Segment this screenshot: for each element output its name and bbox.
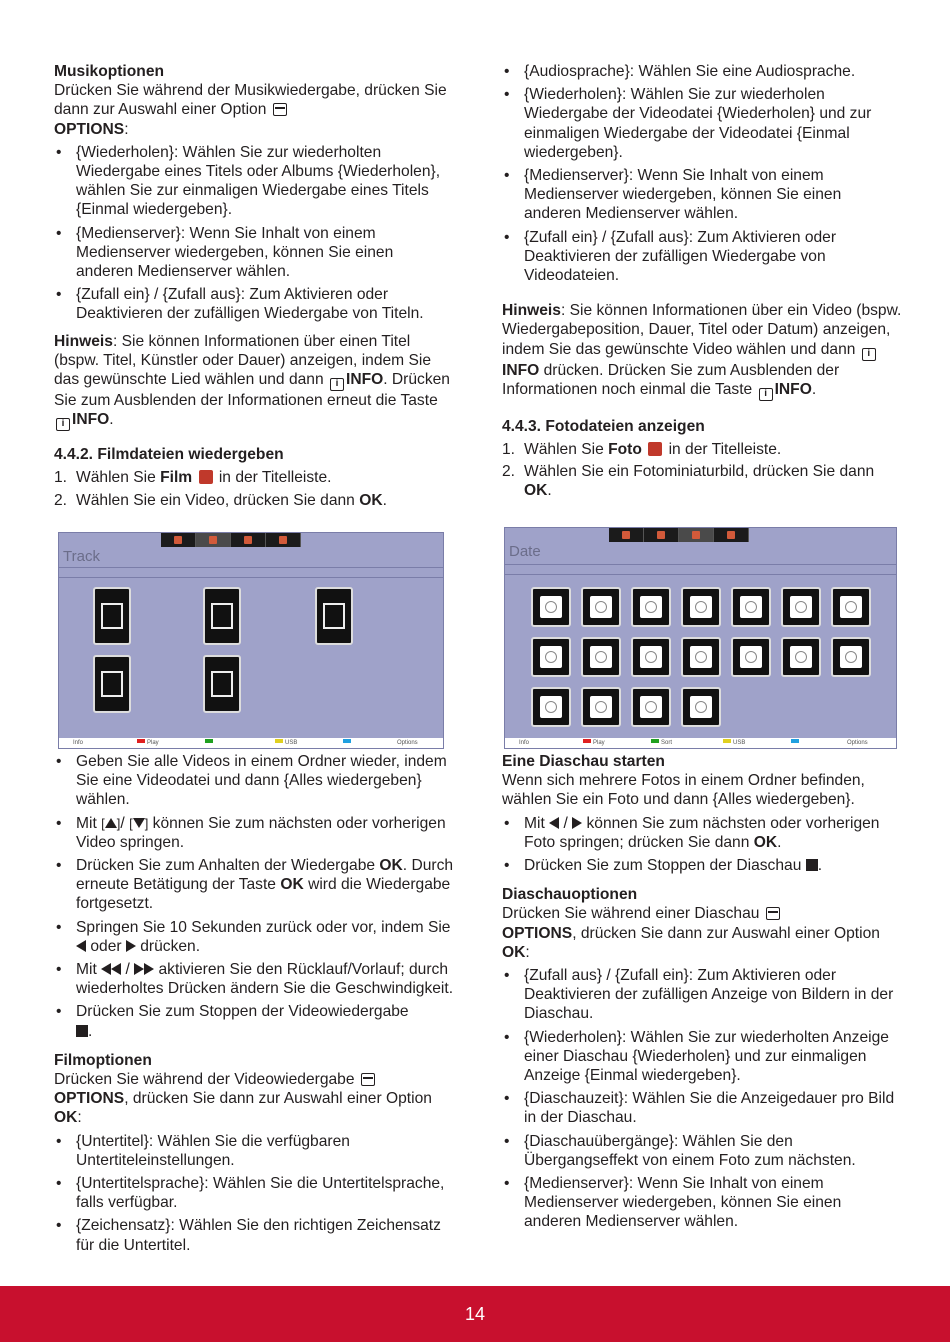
list-item: • Mit [ ]/ [ ] können Sie zum nächsten oder vorherigen Video springen. — [54, 814, 454, 852]
list-item: • Geben Sie alle Videos in einem Ordner wieder, indem Sie eine Videodatei und dann {Alles wiedergeben} wählen. — [54, 752, 454, 810]
slideshow-options-intro: Drücken Sie während einer Diaschau OPTIONS, drücken Sie dann zur Auswahl einer Option OK: — [502, 905, 880, 961]
list-item: 2. Wählen Sie ein Video, drücken Sie dann OK. — [54, 491, 387, 509]
photo-thumbnail — [831, 637, 871, 677]
tab-film — [644, 528, 679, 542]
photo-app-icon — [648, 442, 662, 456]
left-arrow-icon — [76, 940, 86, 952]
video-thumbnail — [315, 587, 353, 645]
film-options-list-continued — [502, 62, 902, 285]
photo-thumbnail — [681, 637, 721, 677]
options-key-icon — [766, 907, 780, 920]
info-key-icon — [330, 378, 344, 391]
options-key-icon — [273, 103, 287, 116]
sort-hint: Sort — [661, 740, 673, 746]
list-item: • Drücken Sie zum Anhalten der Wiedergabe OK. Durch erneute Betätigung der Taste OK wird die Wiedergabe fortgesetzt. — [54, 856, 454, 914]
slideshow-options-list — [502, 966, 902, 1232]
film-options-heading: Filmoptionen — [54, 1051, 152, 1069]
info-key-icon — [759, 388, 773, 401]
list-item: • {Untertitelsprache}: Wählen Sie die Untertitelsprache, falls verfügbar. — [54, 1174, 454, 1212]
music-options-list — [54, 143, 454, 324]
page-footer — [0, 1286, 950, 1342]
up-arrow-icon — [105, 818, 117, 828]
stop-icon — [76, 1025, 88, 1037]
film-steps — [54, 468, 454, 509]
options-key-icon — [361, 1073, 375, 1086]
right-arrow-icon — [572, 817, 582, 829]
photo-thumbnail — [581, 637, 621, 677]
media-tabs — [161, 533, 301, 547]
list-item: • {Zufall aus} / {Zufall ein}: Zum Aktivieren oder Deaktivieren der zufälligen Anzeige von Bildern in der Diaschau. — [502, 966, 902, 1024]
photo-thumbnail — [531, 687, 571, 727]
photo-thumbnail — [831, 587, 871, 627]
list-item: • {Wiederholen}: Wählen Sie zur wiederholten Wiedergabe eines Titels oder Albums {Wiederholen}, wählen Sie zur einmaligen Wiedergabe eines Titels {Einmal wiedergeben}. — [54, 143, 454, 220]
photo-thumbnail — [731, 587, 771, 627]
media-tabs — [609, 528, 749, 542]
list-item: • {Medienserver}: Wenn Sie Inhalt von einem Medienserver wiedergeben, können Sie einen anderen Medienserver wählen. — [502, 1174, 902, 1232]
list-item: • {Untertitel}: Wählen Sie die verfügbaren Untertiteleinstellungen. — [54, 1132, 454, 1170]
play-all-hint: Play — [147, 740, 159, 746]
right-arrow-icon — [126, 940, 136, 952]
tab-film — [196, 533, 231, 547]
tab-music — [161, 533, 196, 547]
list-item: 1. Wählen Sie Foto in der Titelleiste. — [502, 441, 782, 459]
photo-steps — [502, 440, 902, 501]
tab-photo — [679, 528, 714, 542]
right-column — [502, 62, 902, 504]
video-thumbnail — [203, 587, 241, 645]
tab-folder — [714, 528, 749, 542]
music-note: Hinweis: Sie können Informationen über einen Titel (bspw. Titel, Künstler oder Dauer) anzeigen, indem Sie das gewünschte Lied wählen und dann i INFO. Drücken Sie zum Ausblenden der Informationen erneut die Taste iINFO. — [54, 332, 454, 432]
film-browser-screenshot — [58, 532, 444, 749]
photo-thumbnail — [781, 587, 821, 627]
left-column — [54, 62, 454, 513]
list-item: • {Audiosprache}: Wählen Sie eine Audiosprache. — [502, 62, 902, 81]
music-options-heading: Musikoptionen — [54, 63, 165, 80]
photo-thumbnail — [781, 637, 821, 677]
fast-forward-icon — [134, 963, 144, 975]
tab-music — [609, 528, 644, 542]
list-item: • Mit / aktivieren Sie den Rücklauf/Vorlauf; durch wiederholtes Drücken ändern Sie die Geschwindigkeit. — [54, 960, 454, 998]
usb-hint: USB — [285, 740, 298, 746]
list-item: • Springen Sie 10 Sekunden zurück oder vor, indem Sie oder drücken. — [54, 918, 454, 956]
tab-folder — [266, 533, 301, 547]
video-thumbnail — [93, 587, 131, 645]
slideshow-options-heading: Diaschauoptionen — [502, 886, 638, 904]
slideshow-list — [502, 814, 902, 876]
list-item: 2. Wählen Sie ein Fotominiaturbild, drücken Sie dann OK. — [502, 463, 875, 500]
list-item: • {Diaschauübergänge}: Wählen Sie den Übergangseffekt von einem Foto zum nächsten. — [502, 1132, 902, 1170]
list-item: • {Medienserver}: Wenn Sie Inhalt von einem Medienserver wiedergeben, können Sie einen anderen Medienserver wählen. — [502, 166, 902, 224]
film-options-intro: Drücken Sie während der Videowiedergabe OPTIONS, drücken Sie dann zur Auswahl einer Option OK: — [54, 1071, 432, 1127]
sort-label: Track — [63, 548, 100, 565]
down-arrow-icon — [133, 818, 145, 828]
left-column-lower — [54, 752, 454, 1259]
options-hint: Options — [397, 740, 418, 746]
photo-thumbnail — [581, 687, 621, 727]
list-item: • {Zeichensatz}: Wählen Sie den richtigen Zeichensatz für die Untertitel. — [54, 1216, 454, 1254]
left-arrow-icon — [549, 817, 559, 829]
list-item: • {Diaschauzeit}: Wählen Sie die Anzeigedauer pro Bild in der Diaschau. — [502, 1089, 902, 1127]
photo-thumbnail — [631, 637, 671, 677]
music-options-intro: Drücken Sie während der Musikwiedergabe, drücken Sie dann zur Auswahl einer Option OPTIONS: — [54, 82, 447, 138]
photo-thumbnail — [731, 637, 771, 677]
tab-photo — [231, 533, 266, 547]
page-number: 14 — [464, 1304, 486, 1324]
slideshow-intro: Wenn sich mehrere Fotos in einem Ordner befinden, wählen Sie ein Foto und dann {Alles wiedergeben}. — [502, 772, 865, 809]
sort-label: Date — [509, 543, 541, 560]
list-item: • Drücken Sie zum Stoppen der Diaschau . — [502, 856, 902, 875]
info-hint: Info — [519, 740, 530, 746]
film-section-heading: 4.4.2. Filmdateien wiedergeben — [54, 446, 284, 464]
options-hint: Options — [847, 740, 868, 746]
list-item: • {Wiederholen}: Wählen Sie zur wiederholten Anzeige einer Diaschau {Wiederholen} und zur einmaligen Anzeige {Einmal wiedergeben}. — [502, 1028, 902, 1086]
photo-thumbnail — [631, 687, 671, 727]
list-item: • {Zufall ein} / {Zufall aus}: Zum Aktivieren oder Deaktivieren der zufälligen Wiedergabe von Titeln. — [54, 285, 454, 323]
photo-thumbnail — [681, 687, 721, 727]
photo-thumbnail — [531, 637, 571, 677]
list-item: • {Zufall ein} / {Zufall aus}: Zum Aktivieren oder Deaktivieren der zufälligen Wiedergabe von Videodateien. — [502, 228, 902, 286]
info-key-icon — [56, 418, 70, 431]
usb-hint: USB — [733, 740, 746, 746]
photo-thumbnail — [631, 587, 671, 627]
photo-thumbnail — [681, 587, 721, 627]
photo-section-heading: 4.4.3. Fotodateien anzeigen — [502, 417, 705, 435]
right-column-lower — [502, 752, 902, 1236]
list-item: 1. Wählen Sie Film in der Titelleiste. — [54, 469, 332, 487]
photo-key-bar — [505, 738, 896, 748]
play-all-hint: Play — [593, 740, 605, 746]
stop-icon — [806, 859, 818, 871]
info-key-icon — [862, 348, 876, 361]
list-item: • {Wiederholen}: Wählen Sie zur wiederholen Wiedergabe der Videodatei {Wiederholen} und zur einmaligen Wiedergabe der Videodatei {Einmal wiedergeben}. — [502, 85, 902, 162]
rewind-icon — [101, 963, 111, 975]
photo-thumbnail — [581, 587, 621, 627]
info-hint: Info — [73, 740, 84, 746]
film-app-icon — [199, 470, 213, 484]
photo-browser-screenshot — [504, 527, 897, 749]
video-note: Hinweis: Sie können Informationen über ein Video (bspw. Wiedergabeposition, Dauer, Titel oder Datum) anzeigen, indem Sie das gewünschte Video wählen und dann iINFO drücken. Drücken Sie zum Ausblenden der Informationen noch einmal die Taste i INFO. — [502, 301, 902, 401]
list-item: • Drücken Sie zum Stoppen der Videowiedergabe . — [54, 1002, 454, 1040]
list-item: • {Medienserver}: Wenn Sie Inhalt von einem Medienserver wiedergeben, können Sie einen anderen Medienserver wählen. — [54, 224, 454, 282]
video-thumbnail — [203, 655, 241, 713]
list-item: • Mit / können Sie zum nächsten oder vorherigen Foto springen; drücken Sie dann OK. — [502, 814, 902, 852]
film-key-bar — [59, 738, 443, 748]
film-playback-list — [54, 752, 454, 1041]
slideshow-heading: Eine Diaschau starten — [502, 753, 665, 770]
film-options-list — [54, 1132, 454, 1255]
video-thumbnail — [93, 655, 131, 713]
photo-thumbnail — [531, 587, 571, 627]
